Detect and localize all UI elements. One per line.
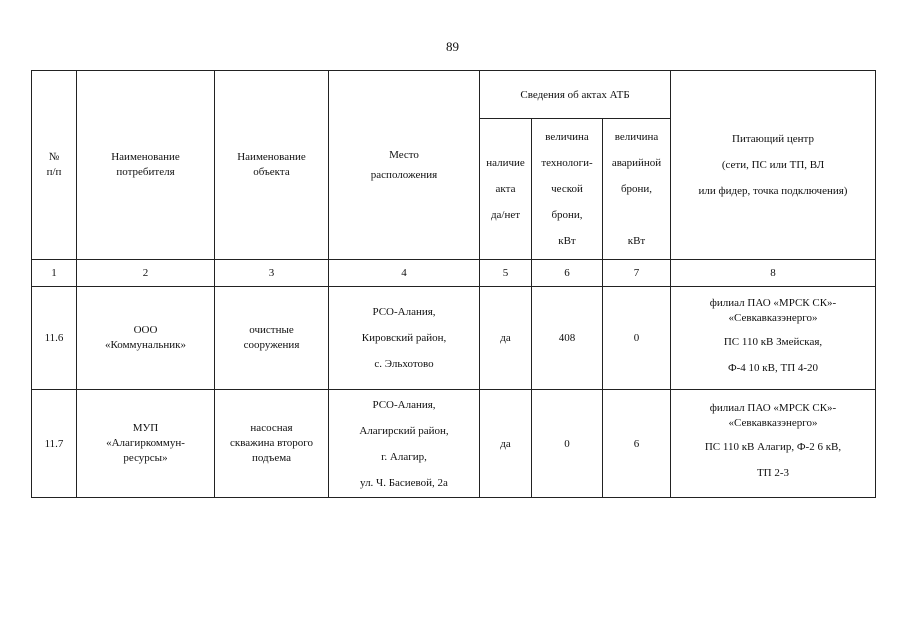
column-number: 3 [215, 260, 329, 287]
header-no: № п/п [32, 71, 77, 260]
consumers-table [31, 70, 876, 498]
row-emerg-reserve: 0 [603, 287, 671, 390]
row-no: 11.7 [32, 390, 77, 498]
header-location: Место расположения [329, 71, 480, 260]
header-power-center: Питающий центр (сети, ПС или ТП, ВЛ или фидер, точка подключения) [671, 71, 876, 260]
column-number-row [32, 260, 876, 287]
column-number: 5 [480, 260, 532, 287]
page-number: 89 [446, 39, 459, 54]
row-atb: да [480, 390, 532, 498]
header-atb-group: Сведения об актах АТБ [480, 71, 671, 119]
row-atb: да [480, 287, 532, 390]
row-consumer: ООО «Коммунальник» [77, 287, 215, 390]
row-location: РСО-Алания, Алагирский район, г. Алагир, ул. Ч. Басиевой, 2а [329, 390, 480, 498]
header-tech-reserve: величина технологи- ческой брони, кВт [532, 119, 603, 260]
header-object: Наименование объекта [215, 71, 329, 260]
row-object: насосная скважина второго подъема [215, 390, 329, 498]
column-number: 8 [671, 260, 876, 287]
row-object: очистные сооружения [215, 287, 329, 390]
header-row-top [32, 71, 876, 119]
column-number: 2 [77, 260, 215, 287]
column-number: 7 [603, 260, 671, 287]
row-tech-reserve: 0 [532, 390, 603, 498]
table-row [32, 390, 876, 498]
header-consumer: Наименование потребителя [77, 71, 215, 260]
row-emerg-reserve: 6 [603, 390, 671, 498]
row-no: 11.6 [32, 287, 77, 390]
row-consumer: МУП «Алагиркоммун- ресурсы» [77, 390, 215, 498]
row-power-center: филиал ПАО «МРСК СК»- «Севкавказэнерго» ПС 110 кВ Алагир, Ф-2 6 кВ, ТП 2-3 [671, 390, 876, 498]
row-location: РСО-Алания, Кировский район, с. Эльхотово [329, 287, 480, 390]
header-atb-presence: наличие акта да/нет [480, 119, 532, 260]
row-power-center: филиал ПАО «МРСК СК»- «Севкавказэнерго» ПС 110 кВ Змейская, Ф-4 10 кВ, ТП 4-20 [671, 287, 876, 390]
row-tech-reserve: 408 [532, 287, 603, 390]
column-number: 6 [532, 260, 603, 287]
table-row [32, 287, 876, 390]
column-number: 1 [32, 260, 77, 287]
header-emerg-reserve: величина аварийной брони, кВт [603, 119, 671, 260]
column-number: 4 [329, 260, 480, 287]
